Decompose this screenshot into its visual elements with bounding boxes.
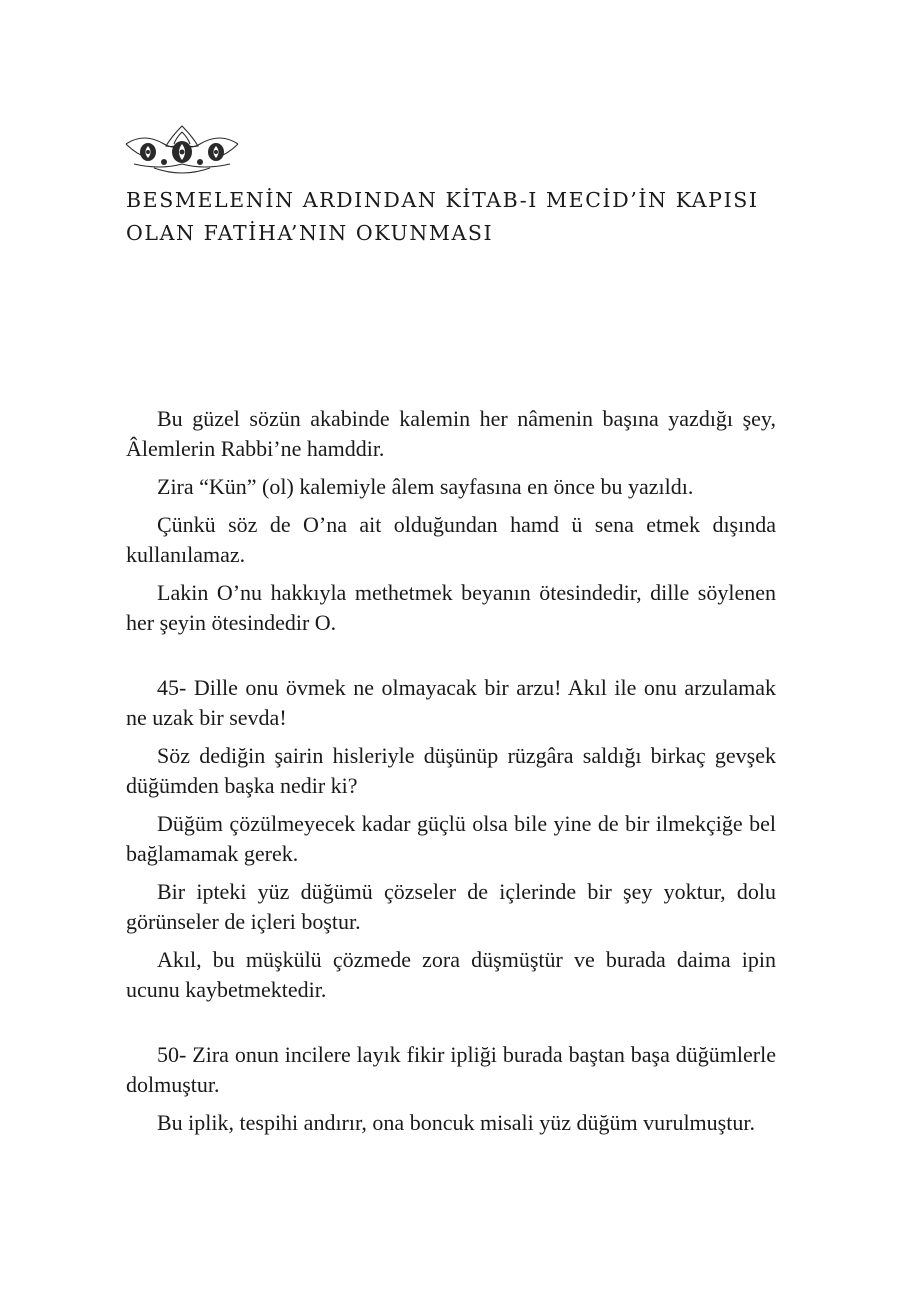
chapter-title-line-1: BESMELENİN ARDINDAN KİTAB-I MECİD’İN KAPISI	[126, 188, 759, 212]
paragraph: Çünkü söz de O’na ait olduğundan hamd ü sena etmek dışında kullanılamaz.	[126, 512, 776, 567]
paragraph: Lakin O’nu hakkıyla methetmek beyanın ötesindedir, dille söylenen her şeyin ötesindedir O.	[126, 580, 776, 635]
paragraph: Bu güzel sözün akabinde kalemin her nâmenin başına yazdığı şey, Âlemlerin Rabbi’ne hamddir.	[126, 406, 776, 461]
stanza	[126, 1040, 776, 1138]
paragraph: Bu iplik, tespihi andırır, ona boncuk misali yüz düğüm vurulmuştur.	[157, 1110, 755, 1135]
paragraph: Zira “Kün” (ol) kalemiyle âlem sayfasına en önce bu yazıldı.	[157, 474, 694, 499]
body-text	[126, 404, 776, 1173]
stanza	[126, 404, 776, 638]
chapter-title-line-2: OLAN FATİHA’NIN OKUNMASI	[126, 221, 494, 245]
paragraph: 50- Zira onun incilere layık fikir ipliği burada baştan başa düğümlerle dolmuştur.	[126, 1042, 776, 1097]
paragraph: Söz dediğin şairin hisleriyle düşünüp rüzgâra saldığı birkaç gevşek düğümden başka nedir ki?	[126, 743, 776, 798]
paragraph: Düğüm çözülmeyecek kadar güçlü olsa bile yine de bir ilmekçiğe bel bağlamamak gerek.	[126, 811, 776, 866]
paragraph: Akıl, bu müşkülü çözmede zora düşmüştür ve burada daima ipin ucunu kaybetmektedir.	[126, 947, 776, 1002]
paragraph: Bir ipteki yüz düğümü çözseler de içlerinde bir şey yoktur, dolu görünseler de içleri boştur.	[126, 879, 776, 934]
ornament-icon	[124, 124, 240, 176]
stanza	[126, 673, 776, 1005]
paragraph: 45- Dille onu övmek ne olmayacak bir arzu! Akıl ile onu arzulamak ne uzak bir sevda!	[126, 675, 776, 730]
chapter-title	[126, 184, 786, 250]
